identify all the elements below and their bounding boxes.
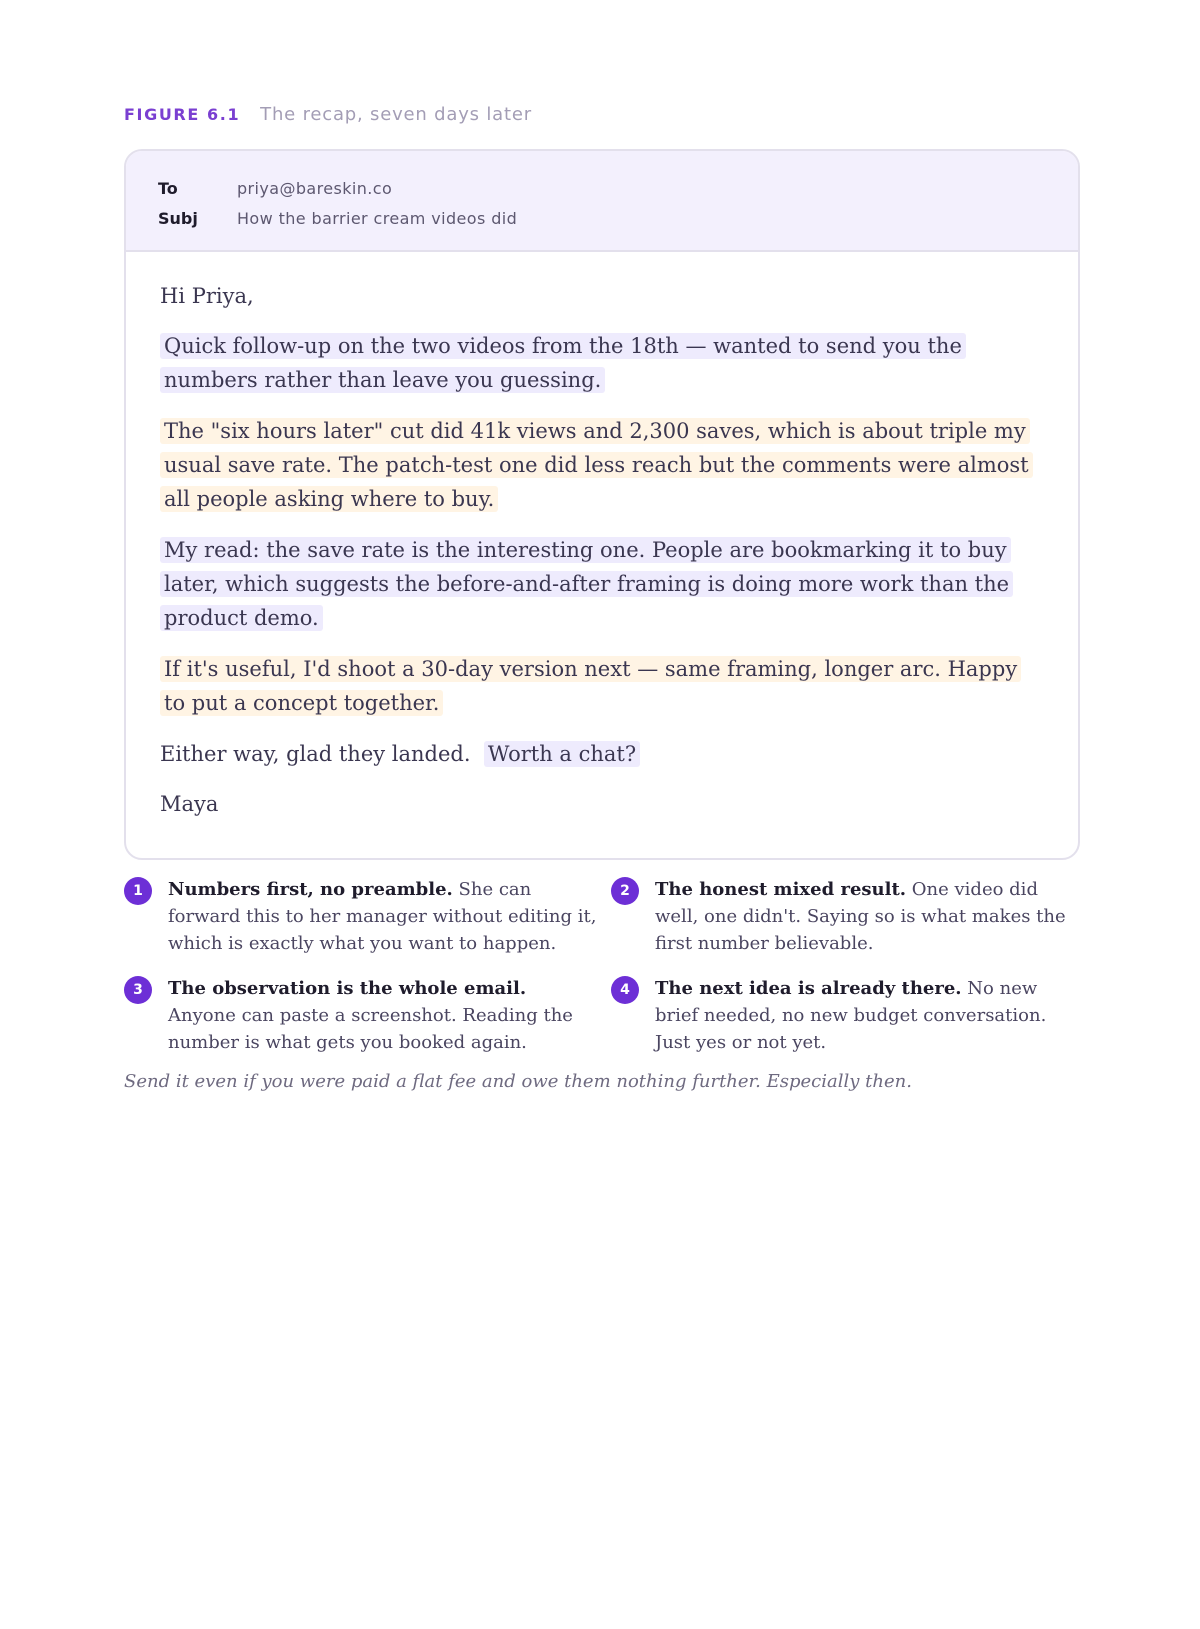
annotation-notes bbox=[124, 876, 1080, 1056]
figure-label: FIGURE 6.1 bbox=[124, 105, 241, 124]
number-badge: 2 bbox=[611, 877, 639, 905]
note-title: The observation is the whole email. bbox=[168, 978, 527, 999]
highlight-paragraph-3: My read: the save rate is the interesting one. People are bookmarking it to buy later, which suggests the before-and-after framing is doing more work than the product demo. bbox=[160, 537, 1013, 631]
to-value: priya@bareskin.co bbox=[237, 178, 393, 198]
highlight-paragraph-2: The "six hours later" cut did 41k views and 2,300 saves, which is about triple my usual save rate. The patch-test one did less reach but the comments were almost all people asking where to buy. bbox=[160, 418, 1033, 512]
figure bbox=[124, 104, 1080, 1092]
subject-row bbox=[158, 203, 1078, 233]
email-header bbox=[126, 151, 1078, 252]
note-text bbox=[655, 975, 1080, 1056]
note-title: Numbers first, no preamble. bbox=[168, 879, 453, 900]
note-body: She can forward this to her manager without editing it, which is exactly what you want to happen. bbox=[168, 879, 597, 954]
highlight-paragraph-1: Quick follow-up on the two videos from the 18th — wanted to send you the numbers rather than leave you guessing. bbox=[160, 333, 966, 393]
figure-caption bbox=[124, 104, 1080, 134]
paragraph-4 bbox=[160, 652, 1044, 720]
email-card bbox=[124, 149, 1080, 860]
subject-value: How the barrier cream videos did bbox=[237, 208, 518, 228]
note-text bbox=[168, 876, 598, 957]
note-title: The next idea is already there. bbox=[655, 978, 962, 999]
signature: Maya bbox=[160, 792, 219, 816]
paragraph-2 bbox=[160, 414, 1044, 516]
number-badge: 3 bbox=[124, 976, 152, 1004]
figure-title: The recap, seven days later bbox=[260, 104, 532, 125]
email-body bbox=[126, 252, 1078, 821]
note-4 bbox=[611, 975, 1080, 1056]
number-badge: 4 bbox=[611, 976, 639, 1004]
note-3 bbox=[124, 975, 611, 1056]
closing-highlight: Worth a chat? bbox=[484, 741, 640, 767]
note-1 bbox=[124, 876, 611, 957]
greeting: Hi Priya, bbox=[160, 284, 254, 308]
note-body: One video did well, one didn't. Saying so is what makes the first number believable. bbox=[655, 879, 1066, 954]
paragraph-3 bbox=[160, 533, 1044, 635]
highlight-paragraph-4: If it's useful, I'd shoot a 30-day version next — same framing, longer arc. Happy to put a concept together. bbox=[160, 656, 1021, 716]
paragraph-1 bbox=[160, 329, 1044, 397]
footnote: Send it even if you were paid a flat fee and owe them nothing further. Especially then. bbox=[124, 1071, 912, 1092]
note-body: No new brief needed, no new budget conversation. Just yes or not yet. bbox=[655, 978, 1047, 1053]
note-2 bbox=[611, 876, 1080, 957]
note-text bbox=[655, 876, 1080, 957]
to-row bbox=[158, 173, 1078, 203]
note-title: The honest mixed result. bbox=[655, 879, 907, 900]
to-label: To bbox=[158, 178, 178, 198]
closing-line bbox=[160, 737, 1044, 771]
subject-label: Subj bbox=[158, 208, 198, 228]
closing-text: Either way, glad they landed. bbox=[160, 742, 471, 766]
number-badge: 1 bbox=[124, 877, 152, 905]
note-body: Anyone can paste a screenshot. Reading the number is what gets you booked again. bbox=[168, 1005, 573, 1053]
note-text bbox=[168, 975, 598, 1056]
